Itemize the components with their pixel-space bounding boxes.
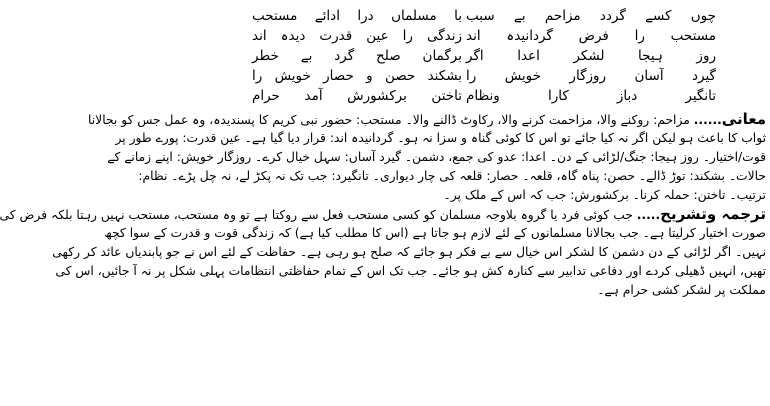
translation-heading: ترجمہ وتشریح (660, 205, 766, 223)
verse-first-half: چوں کسے گردد مزاحم بے سبب (466, 8, 716, 24)
verse-second-half: تاختن برکشورش آمد حرام (252, 88, 462, 104)
poem-verse (170, 6, 770, 26)
poem-verse (170, 26, 770, 46)
poem-verse (170, 46, 770, 66)
persian-poem (170, 6, 770, 106)
translation-text: جب کوئی فرد یا گروہ بلاوجہ مسلمان کو کسی مستحب فعل سے روکتا ہے تو وہ مستحب، مستحب نہیں رہتا بلکہ فرض کی (0, 208, 633, 222)
poem-verse (170, 86, 770, 106)
heading-separator: ...... (693, 113, 722, 127)
meanings-section (88, 110, 766, 205)
translation-line: صورت اختیار کرلیتا ہے۔ جب بجالانا مسلمانوں کے لئے لازم ہو جاتا ہے (اس کا مطلب کیا ہے) کہ زندگی قوت و قدرت کے سوا کچھ (104, 226, 766, 240)
verse-first-half: روز ہیجا لشکر اعدا اگر (466, 48, 716, 64)
translation-line: تھیں، انہیں ڈھیلی کردے اور دفاعی تدابیر سے کنارہ کش ہو جائے۔ جب تک اس کے تمام حفاظتی انتظامات پہلی شکل پر نہ آ جائیں، اس کی (55, 264, 766, 278)
heading-separator: ..... (636, 208, 661, 222)
translation-section (0, 205, 766, 300)
translation-line: نہیں۔ اگر لڑائی کے دن دشمن کا لشکر اس خیال سے بے فکر ہو جائے کہ صلح ہو رہی ہے۔ حفاظت کے لئے اس نے جو پابندیاں عائد کر رکھی (52, 245, 766, 259)
verse-first-half: مستحب را فرض گردانیدہ اند (466, 28, 716, 44)
verse-second-half: برگمان صلح گرد بے خطر (252, 48, 462, 64)
meanings-line: ثواب کا باعث ہو لیکن اگر نہ کیا جائے تو اس کا کوئی گناہ و سزا نہ ہو۔ گردانیدہ اند: قرار دیا گیا ہے۔ عین قدرت: پورے طور پر (115, 131, 766, 145)
meanings-text: مزاحم: روکنے والا، مزاحمت کرنے والا، رکاوٹ ڈالنے والا۔ مستحب: حضور نبی کریم کا پسندیدہ، وہ عمل جس کو بجالانا (88, 113, 690, 127)
verse-first-half: گیرد آسان روزگار خویش را (466, 68, 716, 84)
meanings-line: قوت/اختیار۔ روز ہیجا: جنگ/لڑائی کے دن۔ اعدا: عدو کی جمع، دشمن۔ گیرد آساں: سہل خیال کرے۔ روزگار خویش: اپنے زمانے کے (107, 150, 766, 164)
verse-second-half: بشکند حصن و حصار خویش را (252, 68, 462, 84)
verse-first-half: تانگیر دباز کارا ونظام (466, 88, 716, 104)
meanings-heading: معانی (721, 110, 766, 128)
verse-second-half: با مسلماں درا ادائے مستحب (252, 8, 462, 24)
verse-second-half: زندگی را عین قدرت دیدہ اند (252, 28, 462, 44)
meanings-line (88, 110, 766, 129)
meanings-line: حالات۔ بشکند: توڑ ڈالے۔ حصن: پناہ گاہ، قلعہ۔ حصار: قلعہ کی چار دیواری۔ تانگیرد: جب تک نہ پکڑ لے، نہ چل پڑے۔ نظام: (138, 169, 766, 183)
translation-line: مملکت پر لشکر کشی حرام ہے۔ (597, 283, 766, 297)
meanings-line: ترتیب۔ تاختن: حملہ کرنا۔ برکشورش: جب کہ اس کے ملک پر۔ (443, 188, 766, 202)
translation-line (0, 205, 766, 224)
poem-verse (170, 66, 770, 86)
